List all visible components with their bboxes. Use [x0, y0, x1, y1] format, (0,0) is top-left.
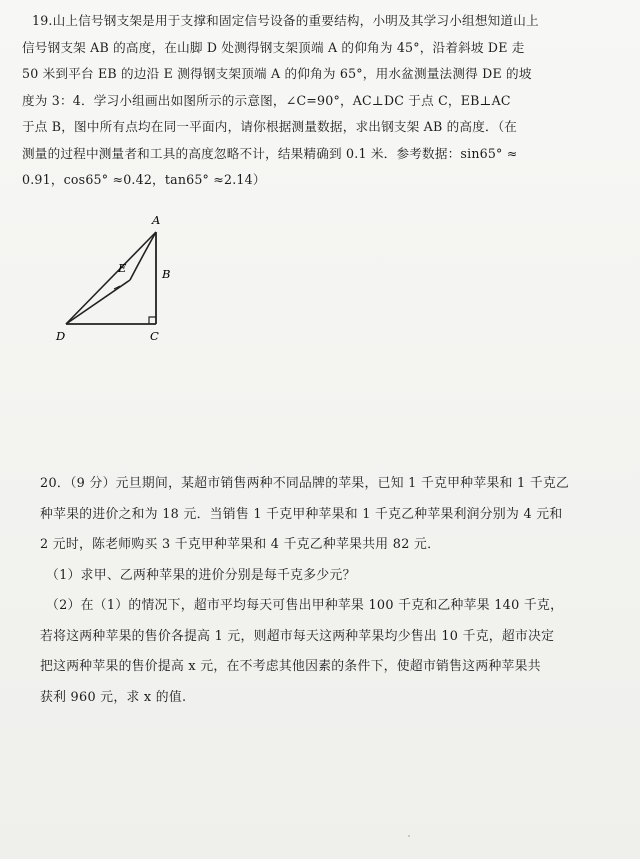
q19-line: 19.山上信号钢支架是用于支撑和固定信号设备的重要结构，小明及其学习小组想知道山上 — [32, 13, 539, 28]
q19-line: 度为 3：4．学习小组画出如图所示的示意图，∠C=90°，AC⊥DC 于点 C，EB⊥AC — [22, 92, 511, 108]
scan-speck — [408, 835, 410, 837]
q20-part1: （1）求甲、乙两种苹果的进价分别是每千克多少元？ — [46, 567, 356, 583]
q19-line: 于点 B，图中所有点均在同一平面内，请你根据测量数据，求出钢支架 AB 的高度．（在 — [22, 119, 518, 134]
q19-line: 0.91，cos65° ≈0.42，tan65° ≈2.14） — [22, 172, 266, 187]
label-c: C — [150, 329, 159, 343]
label-e: E — [118, 261, 127, 275]
segment-da — [66, 232, 156, 324]
q20-part2-line: 若将这两种苹果的售价各提高 1 元，则超市每天这两种苹果均少售出 10 千克，超市决定 — [40, 628, 555, 644]
q19-line: 50 米到平台 EB 的边沿 E 测得钢支架顶端 A 的仰角为 65°，用水盆测量法测得 DE 的坡 — [22, 66, 532, 81]
segment-ea — [130, 232, 156, 280]
label-b: B — [162, 267, 171, 281]
label-a: A — [152, 213, 161, 227]
segment-de — [66, 280, 130, 324]
q20-part2-line: （2）在（1）的情况下，超市平均每天可售出甲种苹果 100 千克和乙种苹果 140 千克， — [46, 598, 564, 613]
q20-part2-line: 把这两种苹果的售价提高 x 元，在不考虑其他因素的条件下，使超市销售这两种苹果共 — [40, 659, 541, 674]
q19-line: 信号钢支架 AB 的高度，在山脚 D 处测得钢支架顶端 A 的仰角为 45°，沿着斜坡 DE 走 — [22, 39, 525, 55]
q20-line: 种苹果的进价之和为 18 元．当销售 1 千克甲种苹果和 1 千克乙种苹果利润分别为 4 元和 — [40, 506, 563, 522]
q20-line: 20．（9 分）元旦期间，某超市销售两种不同品牌的苹果，已知 1 千克甲种苹果和 1 千克乙 — [40, 476, 570, 491]
q20-line: 2 元时，陈老师购买 3 千克甲种苹果和 4 千克乙种苹果共用 82 元． — [40, 537, 441, 552]
question-20 — [40, 469, 610, 713]
geometry-figure — [48, 210, 188, 350]
q20-part2-line: 获利 960 元，求 x 的值. — [40, 689, 187, 705]
q19-line: 测量的过程中测量者和工具的高度忽略不计，结果精确到 0.1 米．参考数据：sin65° ≈ — [22, 145, 518, 161]
label-d: D — [56, 329, 66, 343]
figure-svg — [48, 210, 188, 350]
question-19 — [22, 8, 610, 194]
right-angle-mark — [149, 317, 156, 324]
